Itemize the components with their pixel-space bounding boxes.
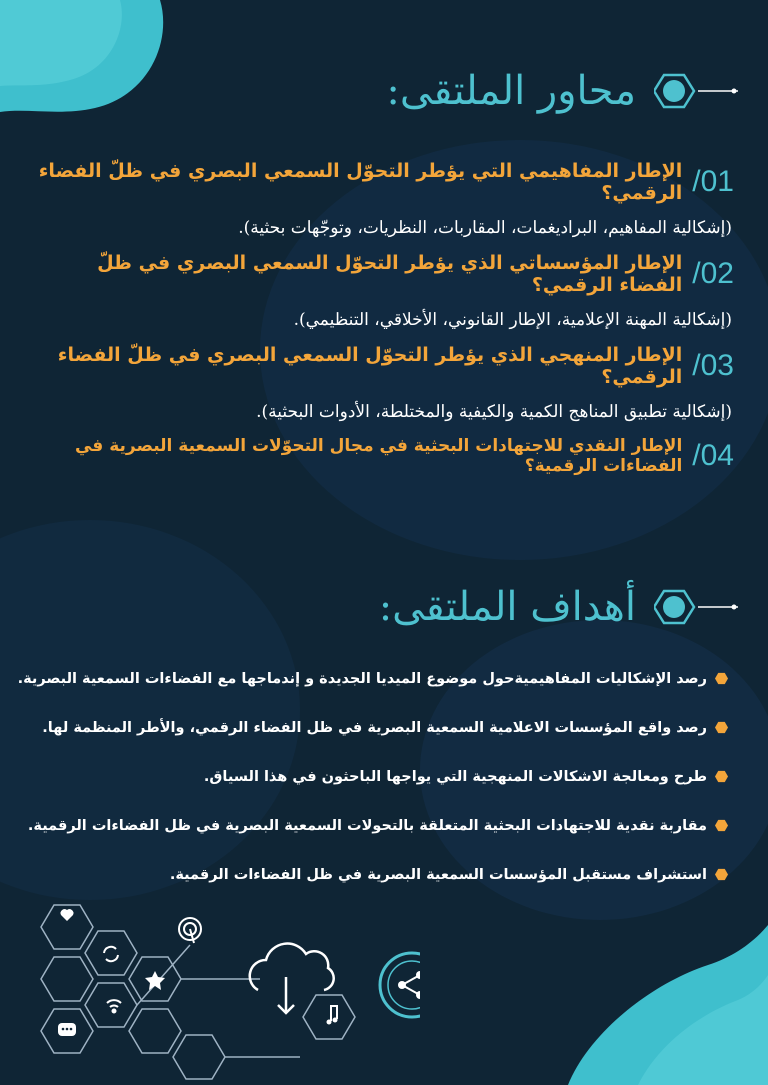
goal-text: رصد واقع المؤسسات الاعلامية السمعية البصرية في ظل الفضاء الرقمي، والأطر المنظمة لها. — [42, 719, 707, 736]
ring-bullet-icon — [654, 71, 738, 111]
heart-icon — [61, 909, 74, 921]
tech-graphic — [0, 885, 420, 1085]
hexagon-bullet-icon — [715, 672, 728, 685]
hexagon-cell — [173, 1035, 225, 1079]
hexagon-bullet-icon — [715, 868, 728, 881]
axis-item — [34, 252, 734, 330]
axes-list — [34, 160, 734, 490]
refresh-icon — [104, 947, 118, 961]
goal-item — [28, 801, 728, 850]
share-icon — [380, 953, 420, 1017]
hexagon-bullet-icon — [715, 721, 728, 734]
hexagon-cell — [85, 931, 137, 975]
axis-title: الإطار النقدي للاجتهادات البحثية في مجال التحوّلات السمعية البصرية في الفضاءات الرقمية؟ — [74, 436, 683, 476]
axis-item — [34, 436, 734, 476]
cloud-download-icon — [250, 944, 334, 1013]
axes-section-header — [386, 68, 738, 114]
corner-decoration-bottom-right — [528, 925, 768, 1085]
chat-icon — [58, 1023, 76, 1036]
axis-item — [34, 160, 734, 238]
touch-icon — [179, 918, 201, 943]
hexagon-cell — [85, 983, 137, 1027]
wifi-icon — [107, 1000, 121, 1012]
goal-item — [28, 752, 728, 801]
hexagon-cell — [41, 957, 93, 1001]
goals-list — [17, 654, 728, 899]
goal-text: رصد الإشكاليات المفاهيميةحول موضوع الميديا الجديدة و إندماجها مع الفضاءات السمعية البصرية. — [17, 670, 707, 687]
hexagon-cell — [303, 995, 355, 1039]
corner-decoration-top-left — [0, 0, 170, 120]
music-icon — [327, 1005, 339, 1025]
goals-section-header — [379, 584, 738, 630]
goal-item — [28, 703, 728, 752]
axis-subtitle: (إشكالية تطبيق المناهج الكمية والكيفية والمختلطة، الأدوات البحثية). — [256, 402, 732, 422]
hexagon-bullet-icon — [715, 770, 728, 783]
hexagon-bullet-icon — [715, 819, 728, 832]
axis-title: الإطار المنهجي الذي يؤطر التحوّل السمعي البصري في ظلّ الفضاء الرقمي؟ — [57, 344, 683, 388]
axis-number: /04 — [692, 439, 734, 472]
axis-subtitle: (إشكالية المفاهيم، البراديغمات، المقاربات، النظريات، وتوجّهات بحثية). — [238, 218, 732, 238]
goal-text: مقاربة نقدية للاجتهادات البحثية المتعلقة بالتحولات السمعية البصرية في ظل الفضاءات الرقمية. — [27, 817, 707, 834]
axis-item — [34, 344, 734, 422]
axis-title: الإطار المفاهيمي التي يؤطر التحوّل السمعي البصري في ظلّ الفضاء الرقمي؟ — [38, 160, 683, 204]
goal-text: استشراف مستقبل المؤسسات السمعية البصرية في ظل الفضاءات الرقمية. — [169, 866, 707, 883]
goals-section-title: أهداف الملتقى: — [378, 584, 636, 630]
axis-number: /03 — [692, 349, 734, 382]
hexagon-cell — [129, 1009, 181, 1053]
axes-section-title: محاور الملتقى: — [386, 68, 636, 114]
goal-item — [17, 654, 728, 703]
star-icon — [145, 971, 165, 990]
axis-title: الإطار المؤسساتي الذي يؤطر التحوّل السمعي البصري في ظلّ الفضاء الرقمي؟ — [97, 252, 683, 296]
axis-number: /02 — [692, 257, 734, 290]
goal-text: طرح ومعالجة الاشكالات المنهجية التي يواجها الباحثون في هذا السياق. — [203, 768, 707, 785]
axis-number: /01 — [692, 165, 734, 198]
axis-subtitle: (إشكالية المهنة الإعلامية، الإطار القانوني، الأخلاقي، التنظيمي). — [293, 310, 732, 330]
ring-bullet-icon — [654, 587, 738, 627]
